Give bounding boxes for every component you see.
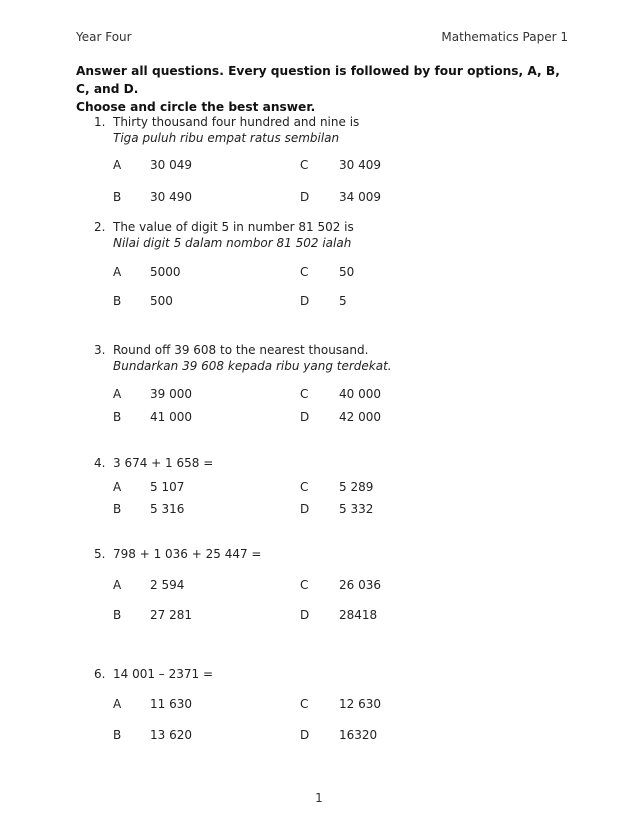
option-letter-a[interactable]: A (113, 578, 122, 592)
option-letter-c[interactable]: C (300, 578, 309, 592)
option-letter-d[interactable]: D (300, 190, 310, 204)
option-value-b[interactable]: 500 (150, 294, 173, 308)
option-value-d[interactable]: 5 (339, 294, 347, 308)
option-letter-b[interactable]: B (113, 502, 122, 516)
header-left: Year Four (76, 30, 132, 44)
option-value-a[interactable]: 11 630 (150, 697, 192, 711)
option-letter-b[interactable]: B (113, 608, 122, 622)
option-letter-d[interactable]: D (300, 502, 310, 516)
question-5 (94, 547, 534, 627)
option-value-c[interactable]: 5 289 (339, 480, 374, 494)
page-number: 1 (315, 791, 323, 805)
question-text: Round off 39 608 to the nearest thousand. (113, 343, 369, 357)
option-letter-c[interactable]: C (300, 387, 309, 401)
question-4 (94, 456, 534, 526)
option-letter-b[interactable]: B (113, 728, 122, 742)
option-value-c[interactable]: 26 036 (339, 578, 381, 592)
option-value-d[interactable]: 5 332 (339, 502, 374, 516)
question-number: 6. (94, 667, 106, 681)
option-value-a[interactable]: 5000 (150, 265, 181, 279)
option-letter-b[interactable]: B (113, 294, 122, 308)
option-letter-b[interactable]: B (113, 410, 122, 424)
question-6 (94, 667, 534, 747)
option-value-c[interactable]: 40 000 (339, 387, 381, 401)
question-3 (94, 343, 534, 428)
option-value-b[interactable]: 41 000 (150, 410, 192, 424)
option-letter-d[interactable]: D (300, 294, 310, 308)
instructions (76, 62, 576, 116)
question-text-malay: Tiga puluh ribu empat ratus sembilan (113, 131, 340, 145)
option-value-a[interactable]: 5 107 (150, 480, 185, 494)
question-2 (94, 220, 534, 310)
option-letter-b[interactable]: B (113, 190, 122, 204)
option-value-c[interactable]: 50 (339, 265, 355, 279)
option-value-d[interactable]: 28418 (339, 608, 378, 622)
option-value-b[interactable]: 30 490 (150, 190, 192, 204)
option-letter-c[interactable]: C (300, 480, 309, 494)
question-number: 5. (94, 547, 106, 561)
question-1 (94, 115, 534, 205)
question-text: 14 001 – 2371 = (113, 667, 214, 681)
option-letter-d[interactable]: D (300, 728, 310, 742)
question-text-malay: Nilai digit 5 dalam nombor 81 502 ialah (113, 236, 352, 250)
option-letter-a[interactable]: A (113, 158, 122, 172)
option-value-d[interactable]: 34 009 (339, 190, 381, 204)
option-value-b[interactable]: 5 316 (150, 502, 185, 516)
option-letter-d[interactable]: D (300, 608, 310, 622)
question-number: 2. (94, 220, 106, 234)
option-letter-a[interactable]: A (113, 480, 122, 494)
question-text: The value of digit 5 in number 81 502 is (113, 220, 354, 234)
option-value-c[interactable]: 30 409 (339, 158, 381, 172)
question-text: Thirty thousand four hundred and nine is (113, 115, 360, 129)
option-letter-a[interactable]: A (113, 697, 122, 711)
instruction-line-1: Answer all questions. Every question is followed by four options, A, B, C, and D. (76, 64, 560, 96)
header-right: Mathematics Paper 1 (441, 30, 568, 44)
option-letter-d[interactable]: D (300, 410, 310, 424)
option-value-a[interactable]: 30 049 (150, 158, 192, 172)
instruction-line-2: Choose and circle the best answer. (76, 100, 316, 114)
option-letter-c[interactable]: C (300, 158, 309, 172)
question-number: 3. (94, 343, 106, 357)
option-value-a[interactable]: 2 594 (150, 578, 185, 592)
question-text: 3 674 + 1 658 = (113, 456, 214, 470)
option-letter-a[interactable]: A (113, 265, 122, 279)
option-value-d[interactable]: 16320 (339, 728, 378, 742)
option-letter-c[interactable]: C (300, 265, 309, 279)
question-number: 1. (94, 115, 106, 129)
question-text-malay: Bundarkan 39 608 kepada ribu yang terdekat. (113, 359, 392, 373)
option-value-c[interactable]: 12 630 (339, 697, 381, 711)
option-value-d[interactable]: 42 000 (339, 410, 381, 424)
question-text: 798 + 1 036 + 25 447 = (113, 547, 262, 561)
option-value-b[interactable]: 13 620 (150, 728, 192, 742)
option-value-b[interactable]: 27 281 (150, 608, 192, 622)
option-letter-a[interactable]: A (113, 387, 122, 401)
option-letter-c[interactable]: C (300, 697, 309, 711)
option-value-a[interactable]: 39 000 (150, 387, 192, 401)
question-number: 4. (94, 456, 106, 470)
